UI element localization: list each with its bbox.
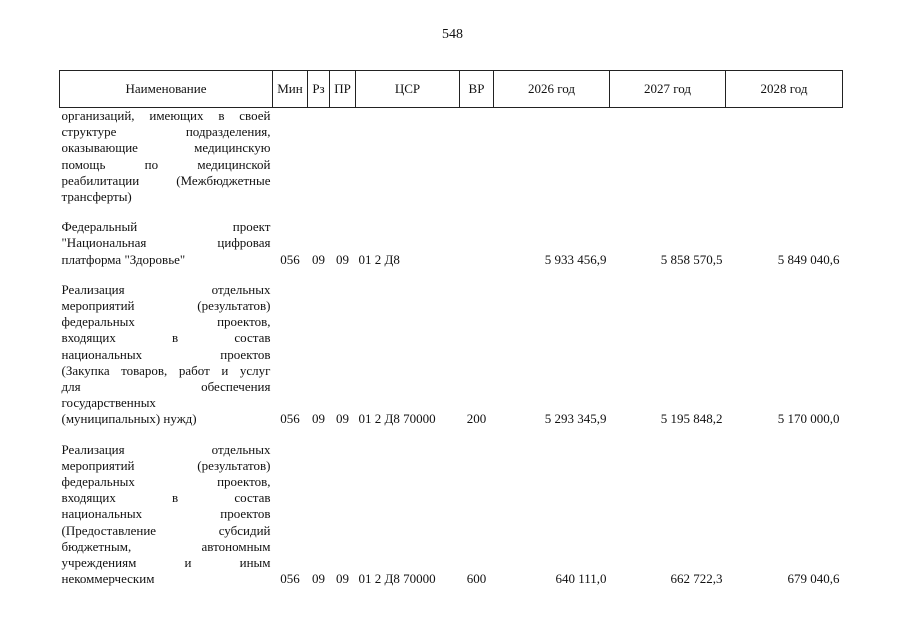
row-name-line: трансферты) <box>61 189 132 205</box>
row-name-line: мероприятий (результатов) <box>61 457 271 473</box>
cell-min: 056 <box>280 251 300 267</box>
row-name-line: национальных проектов <box>61 346 271 362</box>
cell-y2028 <box>726 108 843 206</box>
cell-rz: 09 <box>312 251 325 267</box>
row-name-line: федеральных проектов, <box>61 314 271 330</box>
cell-vr: 600 <box>466 571 487 587</box>
row-name <box>60 108 273 206</box>
cell-csr: 01 2 Д8 70000 <box>358 571 436 587</box>
cell-pr <box>330 108 356 206</box>
row-name-line: государственных <box>61 395 156 411</box>
cell-y2028: 679 040,6 <box>787 571 840 587</box>
header-pr: ПР <box>330 71 356 108</box>
row-name-line: национальных проектов <box>61 506 271 522</box>
cell-y2027: 5 858 570,5 <box>660 251 723 267</box>
cell-min: 056 <box>280 571 300 587</box>
row-name-line: (Предоставление субсидий <box>61 522 271 538</box>
header-vr: ВР <box>460 71 494 108</box>
table-row <box>60 219 843 268</box>
cell-y2027: 5 195 848,2 <box>660 411 723 427</box>
header-name: Наименование <box>60 71 273 108</box>
cell-y2027: 662 722,3 <box>670 571 723 587</box>
row-name-line: мероприятий (результатов) <box>61 298 271 314</box>
row-name-line: (муниципальных) нужд) <box>61 411 197 427</box>
row-name <box>60 219 273 268</box>
cell-csr <box>356 108 460 206</box>
row-name-line: входящих в состав <box>61 330 271 346</box>
row-name-line: бюджетным, автономным <box>61 538 271 554</box>
row-name <box>60 442 273 588</box>
header-rz: Рз <box>308 71 330 108</box>
table-body <box>60 108 843 588</box>
cell-y2028: 5 170 000,0 <box>777 411 840 427</box>
header-2028: 2028 год <box>726 71 843 108</box>
row-name-line: учреждениям и иным <box>61 555 271 571</box>
cell-vr <box>460 108 494 206</box>
table-row <box>60 282 843 428</box>
row-name-line: Федеральный проект <box>61 219 271 235</box>
row-name-line: оказывающие медицинскую <box>61 140 271 156</box>
row-name-line: некоммерческим <box>61 571 155 587</box>
header-csr: ЦСР <box>356 71 460 108</box>
cell-y2027 <box>610 108 726 206</box>
row-name-line: "Национальная цифровая <box>61 235 271 251</box>
row-name-line: входящих в состав <box>61 490 271 506</box>
header-2027: 2027 год <box>610 71 726 108</box>
cell-y2026: 640 111,0 <box>555 571 607 587</box>
row-spacer <box>60 428 843 442</box>
header-2026: 2026 год <box>494 71 610 108</box>
page-number: 548 <box>442 27 463 42</box>
cell-min: 056 <box>280 411 300 427</box>
cell-y2026: 5 293 345,9 <box>544 411 607 427</box>
row-spacer <box>60 268 843 282</box>
row-name-line: помощь по медицинской <box>61 156 271 172</box>
row-name-line: организаций, имеющих в своей <box>61 108 271 123</box>
cell-y2028: 5 849 040,6 <box>777 251 840 267</box>
row-name-line: для обеспечения <box>61 379 271 395</box>
cell-pr: 09 <box>336 411 349 427</box>
row-name-line: Реализация отдельных <box>61 281 271 297</box>
cell-y2026: 5 933 456,9 <box>544 251 607 267</box>
budget-table <box>59 70 843 587</box>
cell-min <box>273 108 308 206</box>
row-name-line: структуре подразделения, <box>61 124 271 140</box>
row-name-line: Реализация отдельных <box>61 441 271 457</box>
row-name-line: федеральных проектов, <box>61 474 271 490</box>
cell-csr: 01 2 Д8 70000 <box>358 411 436 427</box>
row-name-line: платформа "Здоровье" <box>61 251 186 267</box>
cell-rz <box>308 108 330 206</box>
table-header-row <box>60 71 843 108</box>
cell-rz: 09 <box>312 411 325 427</box>
cell-vr <box>460 219 494 268</box>
cell-pr: 09 <box>336 251 349 267</box>
row-name-line: (Закупка товаров, работ и услуг <box>61 362 271 378</box>
cell-rz: 09 <box>312 571 325 587</box>
table-row <box>60 108 843 206</box>
cell-y2026 <box>494 108 610 206</box>
cell-pr: 09 <box>336 571 349 587</box>
cell-vr: 200 <box>466 411 487 427</box>
table-row <box>60 442 843 588</box>
row-name-line: реабилитации (Межбюджетные <box>61 172 271 188</box>
header-min: Мин <box>273 71 308 108</box>
row-spacer <box>60 205 843 219</box>
row-name <box>60 282 273 428</box>
cell-csr: 01 2 Д8 <box>358 251 400 267</box>
